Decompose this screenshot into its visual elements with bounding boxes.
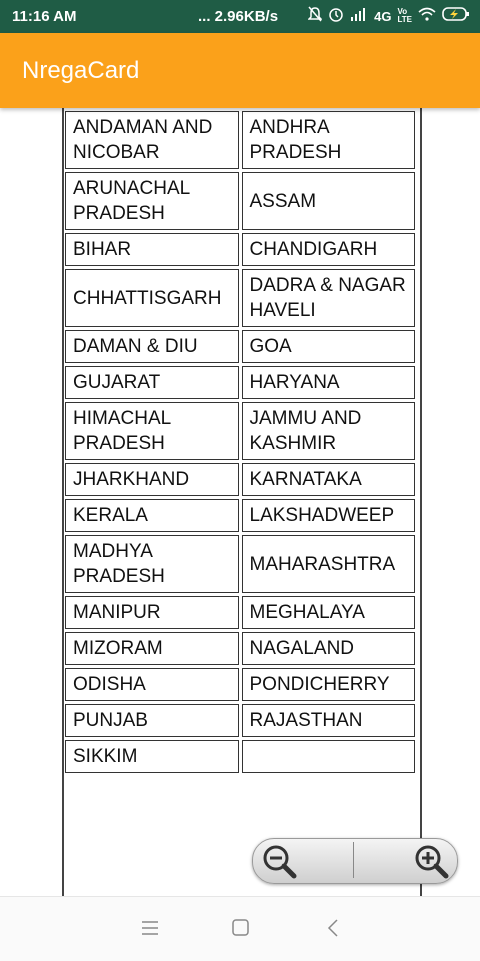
state-cell[interactable]: JAMMU AND KASHMIR — [242, 402, 416, 460]
menu-button[interactable] — [135, 915, 165, 941]
zoom-out-button[interactable] — [252, 838, 352, 882]
state-cell[interactable]: ASSAM — [242, 172, 416, 230]
table-row — [65, 632, 415, 665]
app-bar — [0, 33, 480, 108]
state-cell[interactable]: HARYANA — [242, 366, 416, 399]
table-row — [65, 269, 415, 327]
state-cell[interactable]: BIHAR — [65, 233, 239, 266]
table-row — [65, 740, 415, 773]
alarm-icon — [328, 6, 344, 26]
table-row — [65, 402, 415, 460]
table-row — [65, 668, 415, 701]
state-cell[interactable]: CHHATTISGARH — [65, 269, 239, 327]
state-cell[interactable]: MEGHALAYA — [242, 596, 416, 629]
wifi-icon — [418, 7, 436, 25]
zoom-in-icon — [412, 843, 452, 884]
home-icon — [225, 928, 255, 945]
state-cell[interactable]: ANDHRA PRADESH — [242, 111, 416, 169]
table-row — [65, 704, 415, 737]
menu-icon — [135, 928, 165, 945]
state-cell[interactable]: ODISHA — [65, 668, 239, 701]
table-row — [65, 366, 415, 399]
state-cell[interactable]: MADHYA PRADESH — [65, 535, 239, 593]
table-row — [65, 535, 415, 593]
table-row — [65, 233, 415, 266]
table-row — [65, 463, 415, 496]
state-cell[interactable]: GOA — [242, 330, 416, 363]
table-row — [65, 111, 415, 169]
status-icons — [308, 6, 470, 26]
state-cell[interactable]: JHARKHAND — [65, 463, 239, 496]
status-time: 11:16 AM — [12, 8, 77, 25]
volte-icon: Vo LTE — [397, 7, 412, 24]
zoom-in-button[interactable] — [356, 838, 456, 882]
state-cell[interactable]: KARNATAKA — [242, 463, 416, 496]
table-row — [65, 330, 415, 363]
state-cell[interactable]: DAMAN & DIU — [65, 330, 239, 363]
state-cell[interactable]: DADRA & NAGAR HAVELI — [242, 269, 416, 327]
state-table-container — [62, 108, 422, 896]
state-cell[interactable]: MANIPUR — [65, 596, 239, 629]
state-cell[interactable]: KERALA — [65, 499, 239, 532]
state-cell[interactable]: SIKKIM — [65, 740, 239, 773]
network-type: 4G — [374, 8, 392, 24]
state-cell[interactable]: PONDICHERRY — [242, 668, 416, 701]
battery-charging-icon — [442, 6, 470, 26]
state-cell[interactable] — [242, 740, 416, 773]
zoom-controls — [252, 838, 456, 882]
state-cell[interactable]: HIMACHAL PRADESH — [65, 402, 239, 460]
state-cell[interactable]: MAHARASHTRA — [242, 535, 416, 593]
back-icon — [318, 928, 348, 945]
table-row — [65, 596, 415, 629]
signal-icon — [350, 7, 368, 25]
state-cell[interactable]: LAKSHADWEEP — [242, 499, 416, 532]
state-cell[interactable]: ARUNACHAL PRADESH — [65, 172, 239, 230]
mute-icon — [308, 6, 322, 26]
state-cell[interactable]: NAGALAND — [242, 632, 416, 665]
app-title: NregaCard — [22, 57, 140, 84]
table-row — [65, 499, 415, 532]
content-area[interactable] — [0, 108, 480, 896]
navigation-bar — [0, 896, 480, 961]
zoom-divider — [353, 842, 354, 878]
status-bar — [0, 0, 480, 33]
zoom-out-icon — [260, 843, 300, 884]
network-speed: ... 2.96KB/s — [198, 8, 279, 25]
state-cell[interactable]: RAJASTHAN — [242, 704, 416, 737]
state-cell[interactable]: PUNJAB — [65, 704, 239, 737]
table-row — [65, 172, 415, 230]
state-cell[interactable]: MIZORAM — [65, 632, 239, 665]
state-cell[interactable]: ANDAMAN AND NICOBAR — [65, 111, 239, 169]
state-cell[interactable]: GUJARAT — [65, 366, 239, 399]
state-table — [62, 108, 418, 776]
state-cell[interactable]: CHANDIGARH — [242, 233, 416, 266]
back-button[interactable] — [318, 915, 348, 941]
home-button[interactable] — [225, 915, 255, 941]
